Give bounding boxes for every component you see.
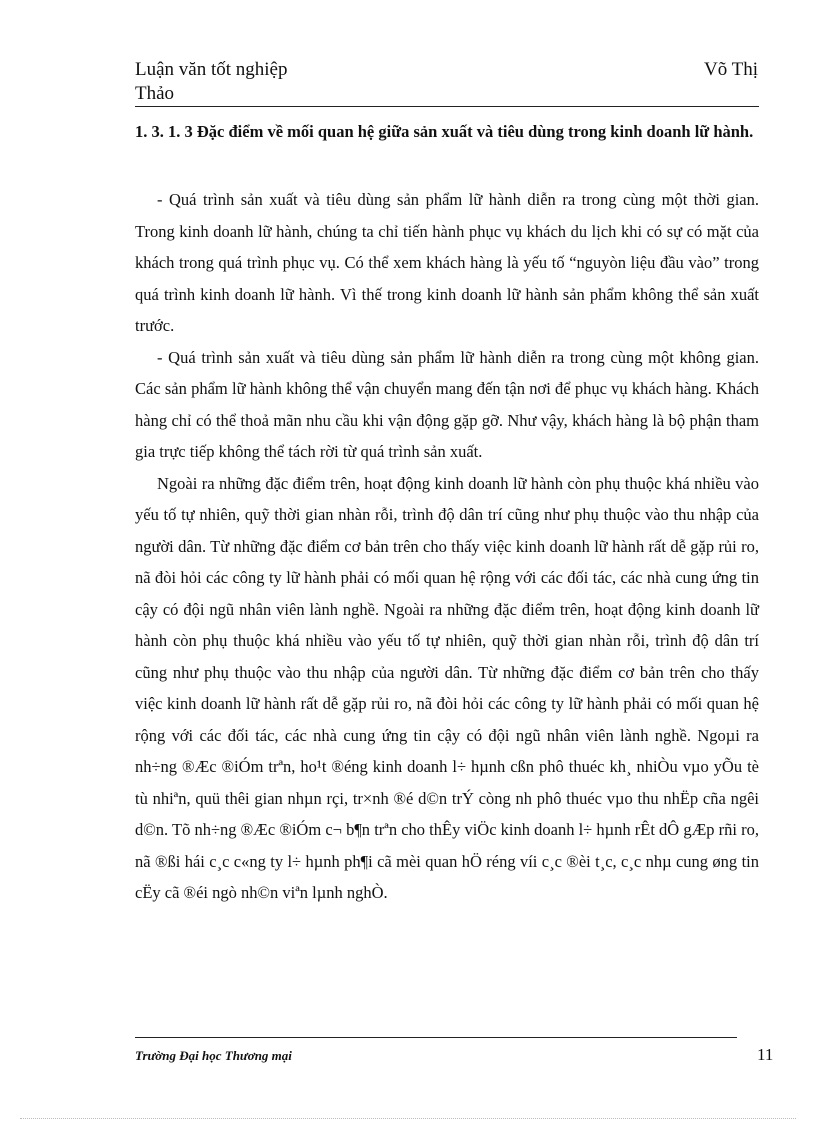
section-heading: 1. 3. 1. 3 Đặc điểm về mối quan hệ giữa sản xuất và tiêu dùng trong kinh doanh lữ hành. [135, 122, 754, 141]
header-author: Võ Thị [703, 59, 758, 80]
header-title: Luận văn tốt nghiệp [135, 59, 288, 80]
footer-school: Trường Đại học Thương mại [135, 1048, 292, 1063]
footer-divider [135, 1037, 737, 1038]
paragraph-time: - Quá trình sản xuất và tiêu dùng sản phẩm lữ hành diễn ra trong cùng một thời gian. Trong kinh doanh lữ hành, chúng ta chỉ tiến hành phục vụ khách du lịch khi có sự có mặt của khách trong quá trình phục vụ. Có thể xem khách hàng là yếu tố “nguyòn liệu đầu vào” trong quá trình kinh doanh lữ hành. Vì thế trong kinh doanh lữ hành sản phẩm không thể sản xuất trước. [135, 190, 759, 335]
header-left [135, 58, 288, 106]
page-number: 11 [757, 1045, 774, 1064]
paragraph-space: - Quá trình sản xuất và tiêu dùng sản phẩm lữ hành diễn ra trong cùng một không gian. Các sản phẩm lữ hành không thể vận chuyển mang đến tận nơi để phục vụ khách hàng. Khách hàng chỉ có thể thoả mãn nhu cầu khi vận động gặp gỡ. Như vậy, khách hàng là bộ phận tham gia trực tiếp không thể tách rời từ quá trình sản xuất. [135, 347, 759, 461]
body-text [135, 184, 759, 909]
header-author-surname: Thảo [135, 83, 175, 104]
header-divider [135, 106, 759, 107]
page-edge-divider [20, 1118, 796, 1119]
paragraph-other-features: Ngoài ra những đặc điểm trên, hoạt động kinh doanh lữ hành còn phụ thuộc khá nhiều vào yếu tố tự nhiên, quỹ thời gian nhàn rỗi, trình độ dân trí cũng như phụ thuộc vào thu nhập của người dân. Từ những đặc điểm cơ bản trên cho thấy việc kinh doanh lữ hành rất dễ gặp rủi ro, nã đòi hỏi các công ty lữ hành phải có mối quan hệ rộng với các đối tác, các nhà cung ứng tin cậy có đội ngũ nhân viên lành nghề. Ngoài ra những đặc điểm trên, hoạt động kinh doanh lữ hành còn phụ thuộc khá nhiều vào yếu tố tự nhiên, quỹ thời gian nhàn rỗi, trình độ dân trí cũng như phụ thuộc vào thu nhập của người dân. Từ những đặc điểm cơ bản trên cho thấy việc kinh doanh lữ hành rất dễ gặp rủi ro, nã đòi hỏi các công ty lữ hành phải có mối quan hệ rộng với các đối tác, các nhà cung ứng tin cậy có đội ngũ nhân viên lành nghề. Ngoµi ra nh÷ng ®Æc ®iÓm trªn, ho¹t ®éng kinh doanh l÷ hµnh cßn phô thuéc kh¸ nhiÒu vµo yÕu tè tù nhiªn, quü thêi gian nhµn rçi, tr×nh ®é d©n trÝ còng nh phô thuéc vµo thu nhËp cña ngêi d©n. Tõ nh÷ng ®Æc ®iÓm c¬ b¶n trªn cho thÊy viÖc kinh doanh l÷ hµnh rÊt dÔ gÆp rñi ro, nã ®ßi hái c¸c c«ng ty l÷ hµnh ph¶i cã mèi quan hÖ réng víi c¸c ®èi t¸c, c¸c nhµ cung øng tin cËy cã ®éi ngò nh©n viªn lµnh nghÒ. [135, 473, 759, 902]
